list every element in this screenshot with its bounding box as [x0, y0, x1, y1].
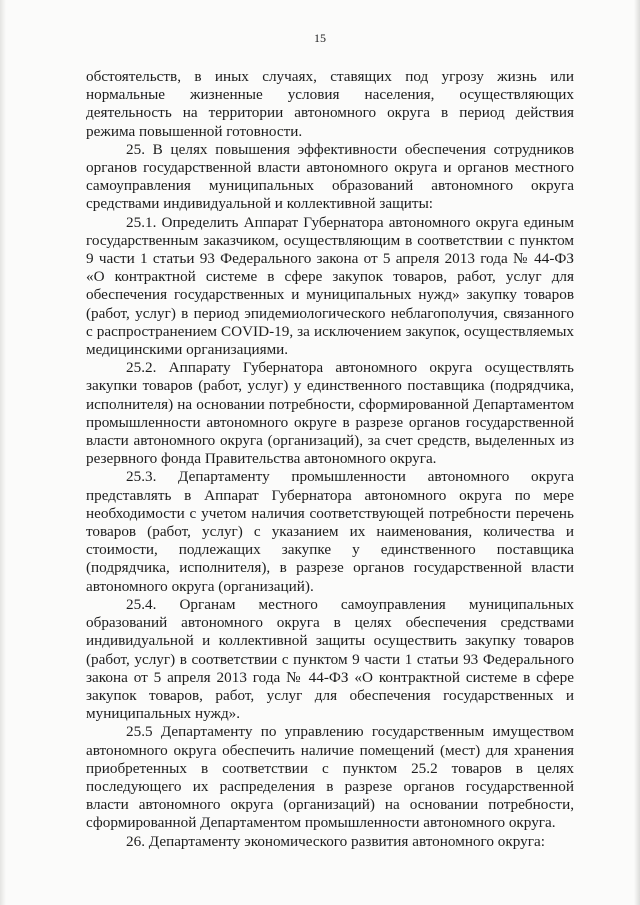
- scan-edge-left: [0, 0, 6, 905]
- paragraph-25-5: 25.5 Департаменту по управлению государственным имуществом автономного округа обеспечить наличие помещений (мест) для хранения приобретенных в соответствии с пунктом 25.2 товаров в целях последующего их распределения в разрезе органов государственной власти автономного округа (организаций) на основании потребности, сформированной Департаментом промышленности автономного округа.: [86, 723, 574, 832]
- paragraph-25-4: 25.4. Органам местного самоуправления муниципальных образований автономного округа в целях обеспечения средствами индивидуальной и коллективной защиты осуществить закупку товаров (работ, услуг) в соответствии с пунктом 9 части 1 статьи 93 Федерального закона от 5 апреля 2013 года № 44-ФЗ «О контрактной системе в сфере закупок товаров, работ, услуг для обеспечения государственных и муниципальных нужд».: [86, 595, 574, 723]
- scan-edge-right: [634, 0, 640, 905]
- body-text: [86, 68, 574, 851]
- paragraph-25-3: 25.3. Департаменту промышленности автономного округа представлять в Аппарат Губернатора автономного округа по мере необходимости с учетом наличия соответствующей потребности перечень товаров (работ, услуг) с указанием их наименования, количества и стоимости, подлежащих закупке у единственного поставщика (подрядчика, исполнителя), в разрезе органов государственной власти автономного округа (организаций).: [86, 468, 574, 595]
- paragraph-continuation: обстоятельств, в иных случаях, ставящих под угрозу жизнь или нормальные жизненные условия населения, осуществляющих деятельность на территории автономного округа в период действия режима повышенной готовности.: [86, 68, 574, 140]
- paragraph-26: 26. Департаменту экономического развития автономного округа:: [126, 832, 545, 850]
- paragraph-25-1: 25.1. Определить Аппарат Губернатора автономного округа единым государственным заказчиком, осуществляющим в соответствии с пунктом 9 части 1 статьи 93 Федерального закона от 5 апреля 2013 года № 44-ФЗ «О контрактной системе в сфере закупок товаров, работ, услуг для обеспечения государственных и муниципальных нужд» закупку товаров (работ, услуг) в период эпидемиологического неблагополучия, связанного с распространением COVID-19, за исключением закупок, осуществляемых медицинскими организациями.: [86, 213, 574, 359]
- paragraph-25: 25. В целях повышения эффективности обеспечения сотрудников органов государственной власти автономного округа и органов местного самоуправления муниципальных образований автономного округа средствами индивидуальной и коллективной защиты:: [86, 140, 574, 213]
- page-number: 15: [314, 31, 326, 45]
- paragraph-25-2: 25.2. Аппарату Губернатора автономного округа осуществлять закупки товаров (работ, услуг) у единственного поставщика (подрядчика, исполнителя) на основании потребности, сформированной Департаментом промышленности автономного округе в разрезе органов государственной власти автономного округа (организаций), за счет средств, выделенных из резервного фонда Правительства автономного округа.: [86, 359, 574, 468]
